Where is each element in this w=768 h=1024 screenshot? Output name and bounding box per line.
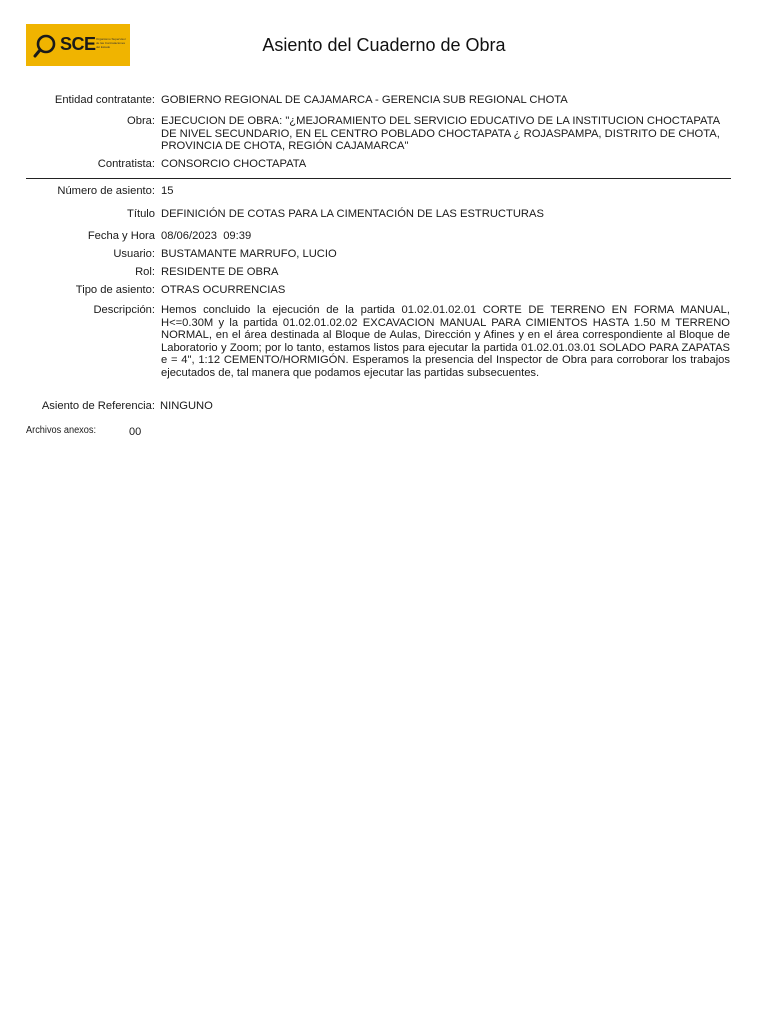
divider: [26, 178, 731, 179]
titulo-label: Título: [127, 208, 155, 220]
logo-text: SCE: [60, 34, 96, 54]
obra-value: EJECUCION DE OBRA: "¿MEJORAMIENTO DEL SERVICIO EDUCATIVO DE LA INSTITUCION CHOCTAPATA DE NIVEL SECUNDARIO, EN EL CENTRO POBLADO CHOCTAPATA ¿ ROJASPAMPA, DISTRITO DE CHOTA, PROVINCIA DE CHOTA, REGIÓN CAJAMARCA": [161, 115, 720, 153]
fecha-label: Fecha y Hora: [87, 230, 155, 242]
logo-fine-print: Organismo Supervisor de las Contrataciones del Estado: [96, 37, 126, 49]
referencia-label: Asiento de Referencia:: [41, 400, 155, 412]
contratista-value: CONSORCIO CHOCTAPATA: [161, 158, 307, 170]
entidad-label: Entidad contratante:: [54, 94, 155, 106]
descripcion-value: Hemos concluido la ejecución de la partida 01.02.01.02.01 CORTE DE TERRENO EN FORMA MANUAL, H<=0.30M y la partida 01.02.01.02.02 EXCAVACION MANUAL PARA CIMIENTOS HASTA 1.50 M TERRENO NORMAL, en el área destinada al Bloque de Aulas, Dirección y Afines y en el área correspondiente al Bloque de Laboratorio y Zoom; por lo tanto, estamos listos para ejecutar la partida 01.02.01.03.01 SOLADO PARA ZAPATAS e = 4", 1:12 CEMENTO/HORMIGÓN. Esperamos la presencia del Inspector de Obra para corroborar los trabajos ejecutados de, tal manera que podamos ejecutar las partidas subsecuentes.: [161, 304, 730, 379]
numero-value: 15: [161, 185, 174, 197]
rol-label: Rol:: [135, 266, 155, 278]
descripcion-label: Descripción:: [93, 304, 155, 316]
numero-label: Número de asiento:: [57, 185, 155, 197]
rol-value: RESIDENTE DE OBRA: [161, 266, 279, 278]
anexos-value: 00: [129, 426, 142, 438]
usuario-label: Usuario:: [113, 248, 155, 260]
titulo-value: DEFINICIÓN DE COTAS PARA LA CIMENTACIÓN DE LAS ESTRUCTURAS: [161, 208, 544, 220]
anexos-label: Archivos anexos:: [26, 425, 97, 436]
contratista-label: Contratista:: [97, 158, 155, 170]
fecha-value: 08/06/2023 09:39: [161, 230, 252, 242]
entidad-value: GOBIERNO REGIONAL DE CAJAMARCA - GERENCIA SUB REGIONAL CHOTA: [161, 94, 568, 106]
tipo-label: Tipo de asiento:: [75, 284, 155, 296]
usuario-value: BUSTAMANTE MARRUFO, LUCIO: [161, 248, 337, 260]
tipo-value: OTRAS OCURRENCIAS: [161, 284, 286, 296]
page-title: Asiento del Cuaderno de Obra: [262, 35, 506, 55]
obra-label: Obra:: [127, 115, 155, 127]
referencia-value: NINGUNO: [160, 400, 213, 412]
